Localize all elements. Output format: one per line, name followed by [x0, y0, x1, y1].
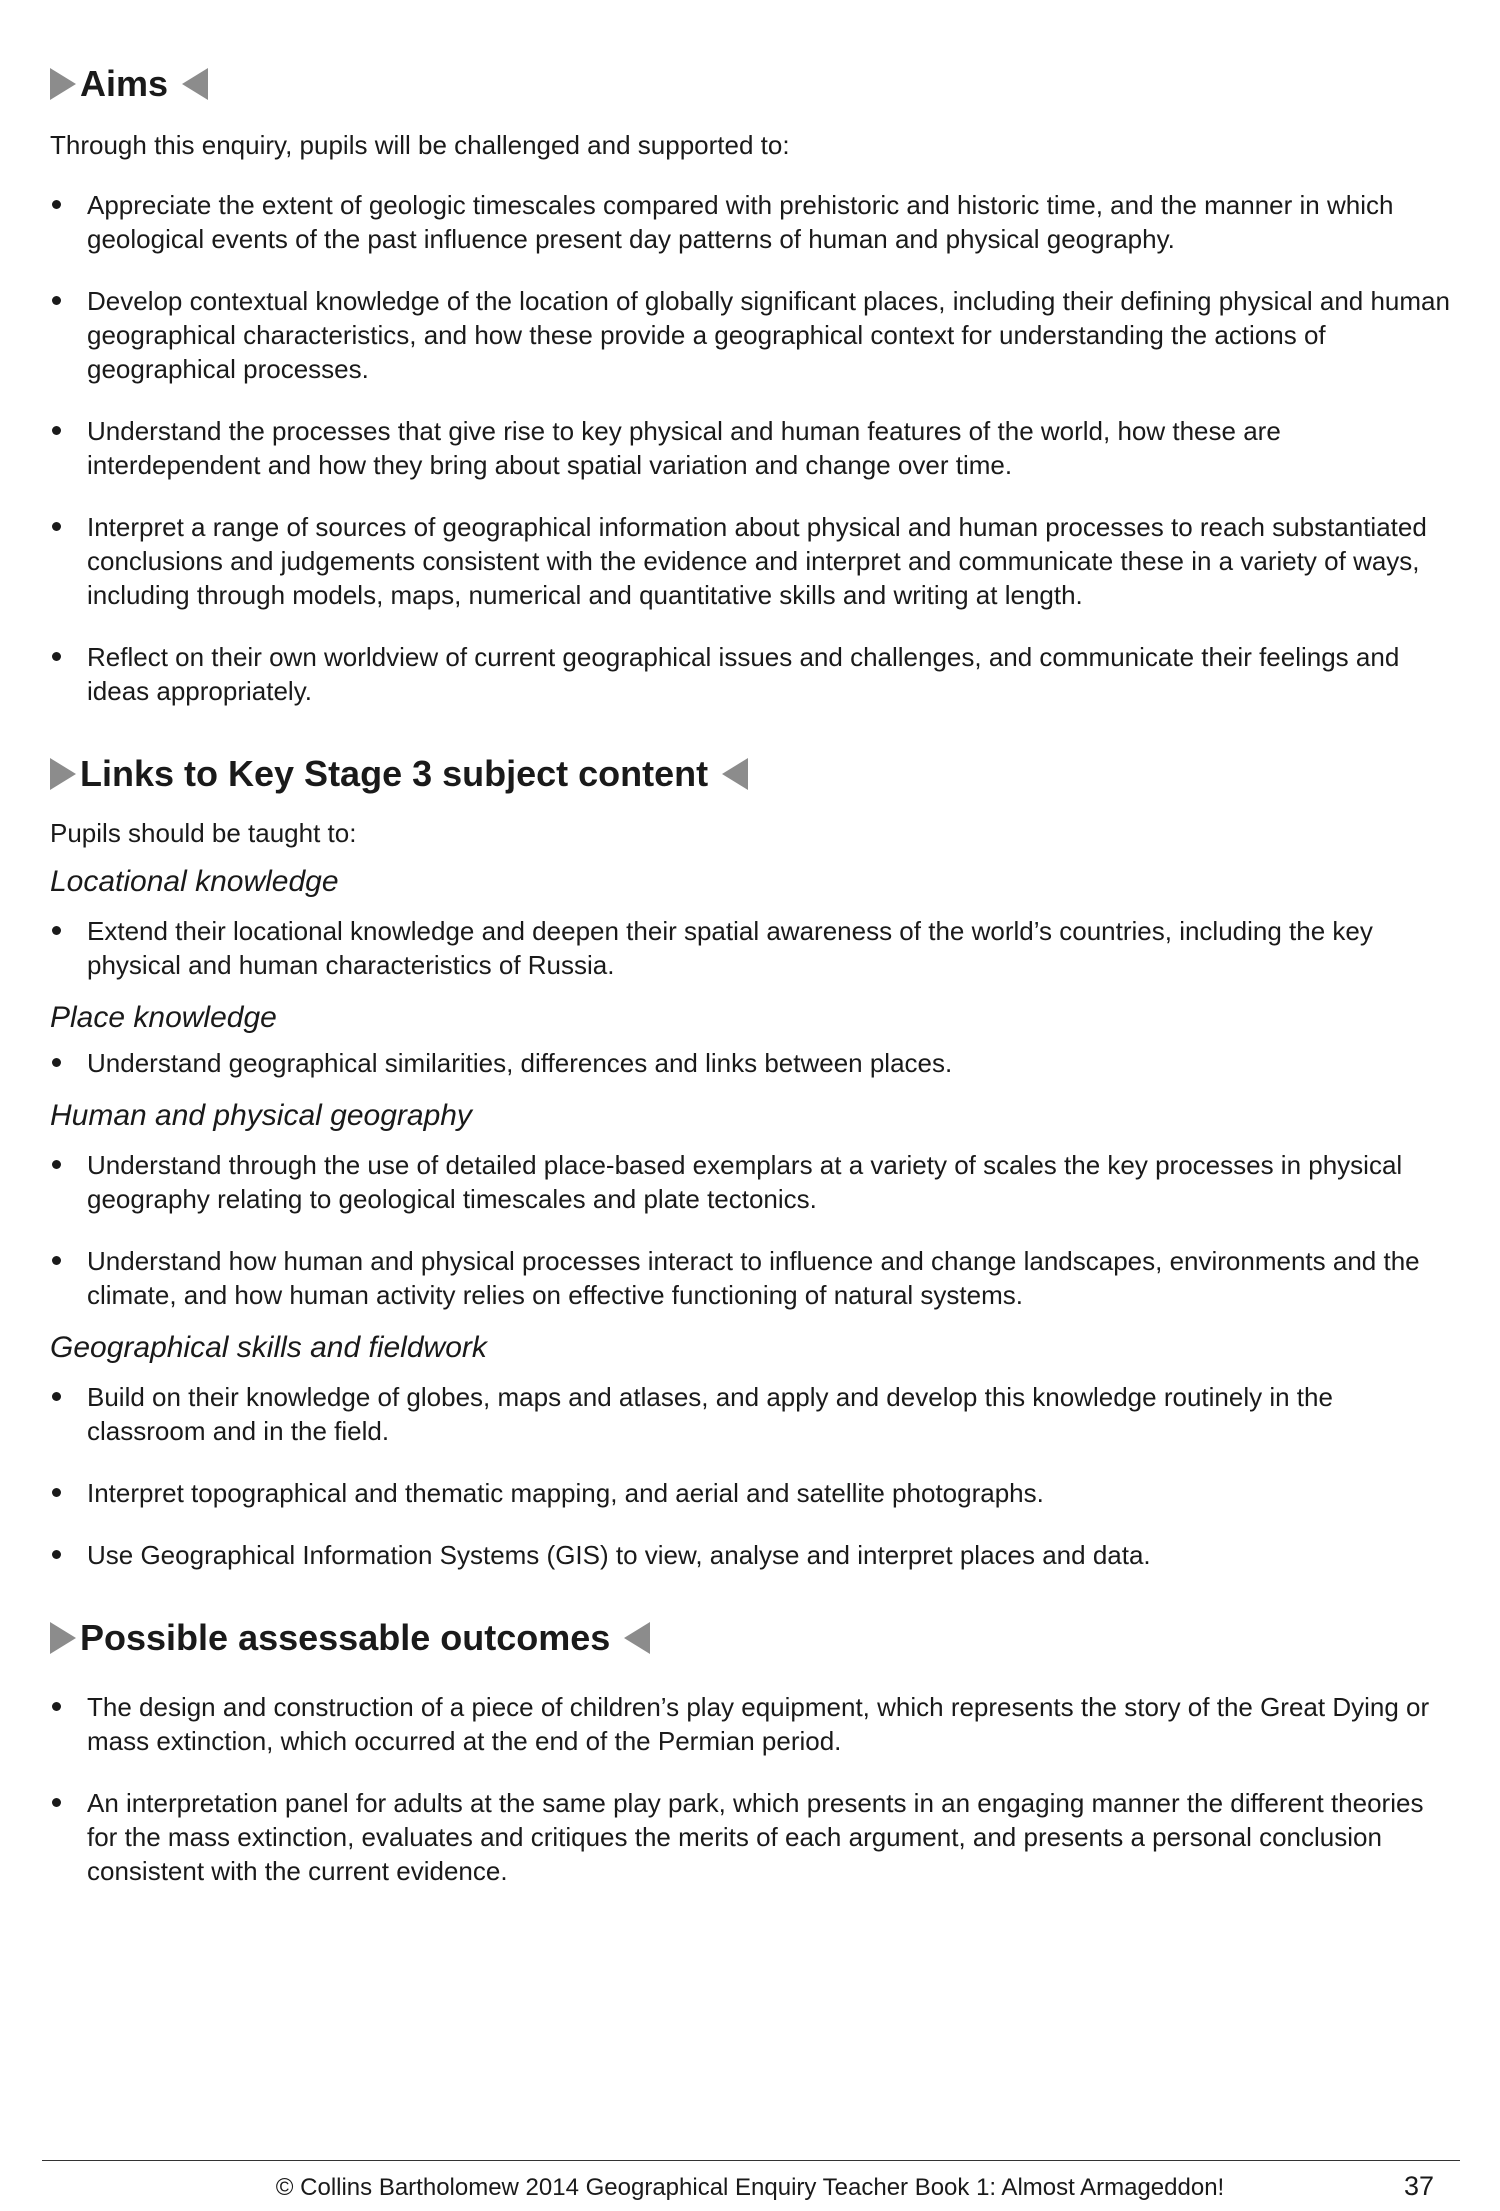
bullet-icon: [52, 1392, 61, 1401]
human-physical-list: [50, 1148, 1450, 1312]
place-knowledge-title: Place knowledge: [50, 1001, 277, 1034]
locational-knowledge-title: Locational knowledge: [50, 865, 339, 898]
list-item: Develop contextual knowledge of the location of globally significant places, including their defining physical and human geographical characteristics, and how these provide a geographical context for understanding the actions of geographical processes.: [50, 284, 1450, 386]
list-item: Interpret topographical and thematic mapping, and aerial and satellite photographs.: [50, 1476, 1450, 1510]
bullet-icon: [52, 1550, 61, 1559]
list-item: Interpret a range of sources of geographical information about physical and human processes to reach substantiated conclusions and judgements consistent with the evidence and interpret and communicate these in a variety of ways, including through models, maps, numerical and quantitative skills and writing at length.: [50, 510, 1450, 612]
list-item: Understand geographical similarities, differences and links between places.: [50, 1046, 1450, 1080]
bullet-icon: [52, 426, 61, 435]
skills-list: [50, 1380, 1450, 1572]
place-list: [50, 1046, 1450, 1080]
document-page: [50, 62, 1450, 1888]
outcomes-list: [50, 1690, 1450, 1888]
list-item: The design and construction of a piece of children’s play equipment, which represents the story of the Great Dying or mass extinction, which occurred at the end of the Permian period.: [50, 1690, 1450, 1758]
list-item: Extend their locational knowledge and deepen their spatial awareness of the world’s countries, including the key physical and human characteristics of Russia.: [50, 914, 1450, 982]
list-item: Reflect on their own worldview of current geographical issues and challenges, and communicate their feelings and ideas appropriately.: [50, 640, 1450, 708]
bullet-icon: [52, 1256, 61, 1265]
triangle-right-icon: [50, 1622, 76, 1654]
list-item: Appreciate the extent of geologic timescales compared with prehistoric and historic time, and the manner in which geological events of the past influence present day patterns of human and physical geography.: [50, 188, 1450, 256]
bullet-icon: [52, 926, 61, 935]
locational-list: [50, 914, 1450, 982]
footer-copyright: © Collins Bartholomew 2014 Geographical Enquiry Teacher Book 1: Almost Armageddon!: [275, 2174, 1225, 2201]
bullet-icon: [52, 1058, 61, 1067]
triangle-right-icon: [50, 68, 76, 100]
bullet-icon: [52, 652, 61, 661]
list-item: Understand through the use of detailed place-based exemplars at a variety of scales the key processes in physical geography relating to geological timescales and plate tectonics.: [50, 1148, 1450, 1216]
list-item: Build on their knowledge of globes, maps and atlases, and apply and develop this knowledge routinely in the classroom and in the field.: [50, 1380, 1450, 1448]
outcomes-heading-text: Possible assessable outcomes: [80, 1617, 611, 1658]
aims-heading-text: Aims: [80, 63, 169, 104]
bullet-icon: [52, 1798, 61, 1807]
list-item: Use Geographical Information Systems (GIS) to view, analyse and interpret places and data.: [50, 1538, 1450, 1572]
list-item: Understand the processes that give rise to key physical and human features of the world, how these are interdependent and how they bring about spatial variation and change over time.: [50, 414, 1450, 482]
aims-intro: Through this enquiry, pupils will be challenged and supported to:: [50, 130, 790, 160]
list-item: An interpretation panel for adults at the same play park, which presents in an engaging manner the different theories for the mass extinction, evaluates and critiques the merits of each argument, and presents a personal conclusion consistent with the current evidence.: [50, 1786, 1450, 1888]
skills-fieldwork-title: Geographical skills and fieldwork: [50, 1331, 487, 1364]
triangle-left-icon: [722, 758, 748, 790]
triangle-right-icon: [50, 758, 76, 790]
bullet-icon: [52, 296, 61, 305]
page-number: 37: [1404, 2171, 1435, 2201]
human-physical-title: Human and physical geography: [50, 1099, 472, 1132]
aims-list: [50, 188, 1450, 708]
triangle-left-icon: [182, 68, 208, 100]
outcomes-heading: [50, 1616, 1450, 1660]
bullet-icon: [52, 1160, 61, 1169]
aims-heading: [50, 62, 1450, 106]
footer-divider: [42, 2160, 1460, 2161]
bullet-icon: [52, 1488, 61, 1497]
links-heading: [50, 752, 1450, 796]
bullet-icon: [52, 200, 61, 209]
list-item: Understand how human and physical processes interact to influence and change landscapes, environments and the climate, and how human activity relies on effective functioning of natural systems.: [50, 1244, 1450, 1312]
links-heading-text: Links to Key Stage 3 subject content: [80, 753, 709, 794]
links-intro: Pupils should be taught to:: [50, 818, 357, 848]
bullet-icon: [52, 522, 61, 531]
bullet-icon: [52, 1702, 61, 1711]
triangle-left-icon: [624, 1622, 650, 1654]
